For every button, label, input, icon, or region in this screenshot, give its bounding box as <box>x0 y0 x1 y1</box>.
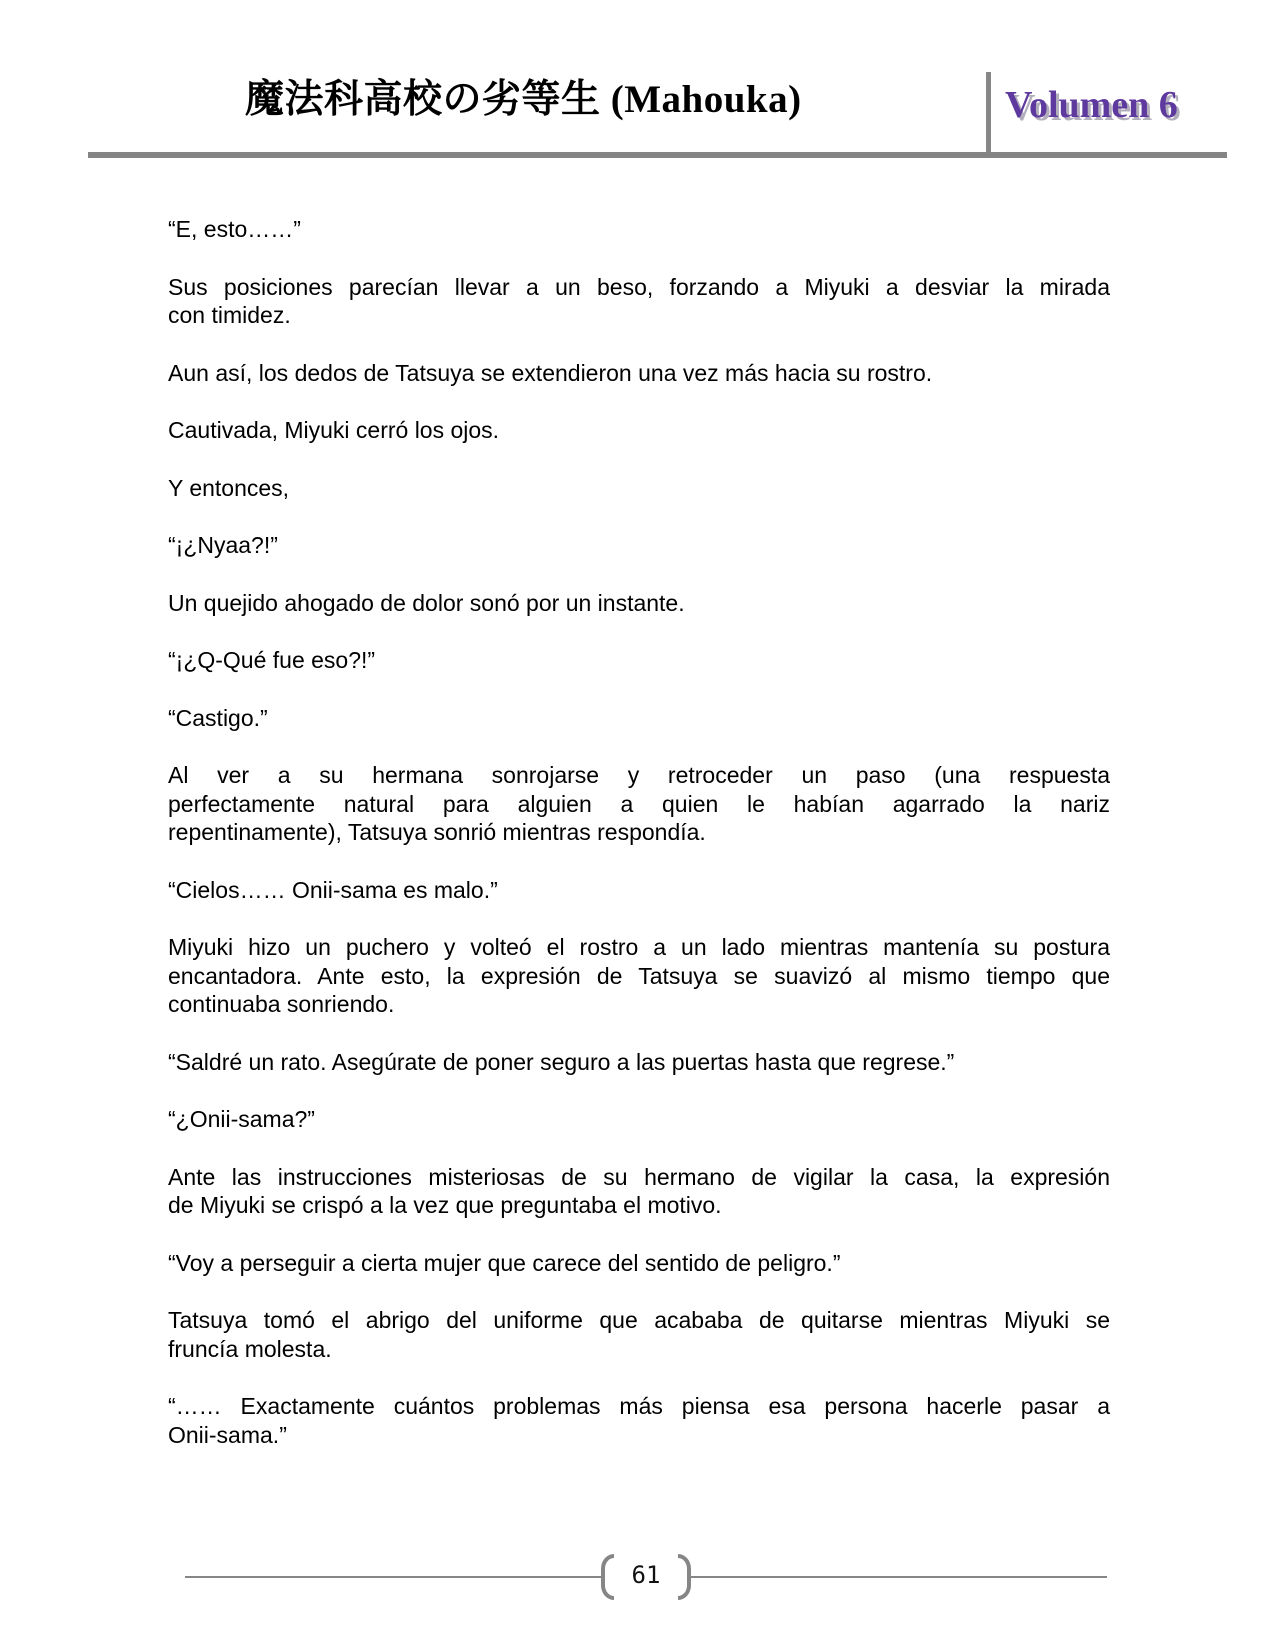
paragraph <box>168 531 1110 560</box>
footer-line-right <box>691 1576 1107 1578</box>
paragraph <box>168 704 1110 733</box>
paragraph <box>168 589 1110 618</box>
text-line: Cautivada, Miyuki cerró los ojos. <box>168 417 500 443</box>
text-line: Y entonces, <box>168 474 290 501</box>
text-line: “¡¿Q-Qué fue eso?!” <box>168 647 376 673</box>
paragraph <box>168 1163 1110 1220</box>
footer-line-left <box>185 1576 601 1578</box>
paragraph <box>168 273 1110 330</box>
text-line: “¿Onii-sama?” <box>168 1106 315 1132</box>
paragraph <box>168 646 1110 675</box>
header-divider-bar <box>986 72 991 157</box>
text-line: “Voy a perseguir a cierta mujer que carece del sentido de peligro.” <box>168 1249 841 1276</box>
paragraph <box>168 359 1110 388</box>
text-line: Un quejido ahogado de dolor sonó por un instante. <box>168 589 685 616</box>
text-line: Ante las instrucciones misteriosas de su hermano de vigilar la casa, la expresión <box>168 1163 1110 1190</box>
text-line: Miyuki hizo un puchero y volteó el rostro a un lado mientras mantenía su postura <box>168 934 1110 960</box>
text-line: continuaba sonriendo. <box>168 991 395 1017</box>
text-line: “Saldré un rato. Asegúrate de poner seguro a las puertas hasta que regrese.” <box>168 1048 955 1075</box>
text-line: “…… Exactamente cuántos problemas más piensa esa persona hacerle pasar a <box>168 1393 1110 1419</box>
paragraph <box>168 1306 1110 1363</box>
page-title: 魔法科高校の劣等生 (Mahouka) <box>245 78 802 121</box>
text-line: Sus posiciones parecían llevar a un beso, forzando a Miyuki a desviar la mirada <box>168 273 1110 300</box>
text-line: de Miyuki se crispó a la vez que preguntaba el motivo. <box>168 1192 722 1218</box>
paragraph <box>168 933 1110 1019</box>
text-line: “¡¿Nyaa?!” <box>168 532 278 558</box>
page-footer <box>185 1553 1107 1600</box>
text-line: “E, esto……” <box>168 216 301 242</box>
paragraph <box>168 876 1110 905</box>
text-line: “Cielos…… Onii-sama es malo.” <box>168 876 498 903</box>
paragraph <box>168 474 1110 503</box>
text-line: Onii-sama.” <box>168 1421 287 1448</box>
text-line: fruncía molesta. <box>168 1335 332 1362</box>
text-line: encantadora. Ante esto, la expresión de Tatsuya se suavizó al mismo tiempo que <box>168 962 1110 989</box>
page-number-bracket-right <box>678 1554 691 1600</box>
paragraph <box>168 761 1110 847</box>
paragraph <box>168 1048 1110 1077</box>
text-line: “Castigo.” <box>168 704 268 731</box>
body-text <box>168 215 1110 1478</box>
paragraph <box>168 416 1110 445</box>
text-line: Aun así, los dedos de Tatsuya se extendieron una vez más hacia su rostro. <box>168 359 933 386</box>
text-line: repentinamente), Tatsuya sonrió mientras respondía. <box>168 819 706 845</box>
paragraph <box>168 1249 1110 1278</box>
volume-label: Volumen 6 <box>1005 84 1178 126</box>
paragraph <box>168 1392 1110 1449</box>
paragraph <box>168 1105 1110 1134</box>
text-line: con timidez. <box>168 302 291 328</box>
page-number: 61 <box>631 1560 661 1589</box>
text-line: Al ver a su hermana sonrojarse y retroceder un paso (una respuesta <box>168 762 1110 788</box>
header-rule <box>88 152 1227 158</box>
text-line: Tatsuya tomó el abrigo del uniforme que acababa de quitarse mientras Miyuki se <box>168 1307 1110 1333</box>
text-line: perfectamente natural para alguien a quien le habían agarrado la nariz <box>168 790 1110 817</box>
paragraph <box>168 215 1110 244</box>
page-number-bracket-left <box>601 1554 614 1600</box>
